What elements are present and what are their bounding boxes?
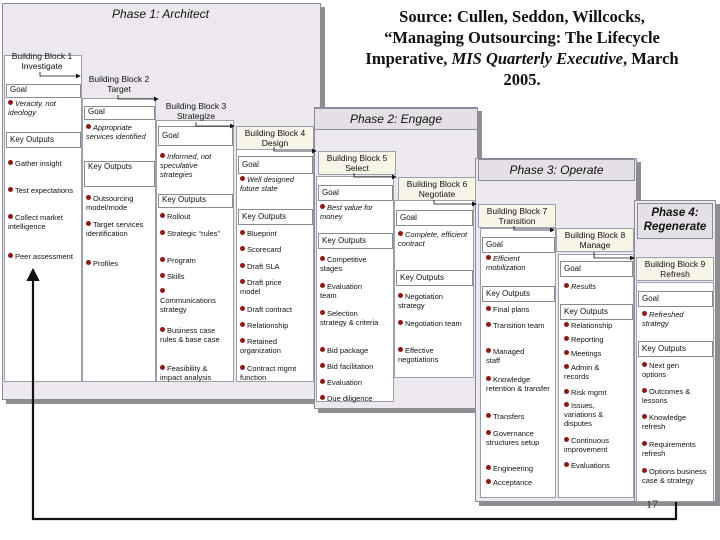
block-1-title-verb: Investigate	[21, 61, 63, 71]
block-4-output-text: Retained organization	[240, 337, 281, 355]
bullet-icon	[486, 376, 491, 381]
bullet-icon	[8, 100, 13, 105]
block-9-output	[642, 387, 700, 405]
block-7-output	[486, 464, 552, 473]
block-4-title	[236, 126, 314, 150]
journal-name: MIS Quarterly Executive	[451, 49, 623, 68]
block-5-goal-text: Best value for money	[320, 203, 373, 221]
block-4-output-text: Draft contract	[247, 305, 293, 314]
bullet-icon	[564, 402, 569, 407]
block-9-title-verb: Refresh	[660, 269, 690, 279]
block-6-output-text: Negotiation strategy	[398, 292, 443, 310]
block-9-output	[642, 361, 698, 379]
block-3-output	[160, 364, 222, 382]
block-3-output	[160, 212, 230, 221]
block-8-output-text: Continuous improvement	[564, 436, 609, 454]
phase-2-title: Phase 2: Engage	[314, 108, 478, 130]
bullet-icon	[8, 160, 13, 165]
block-4-output	[240, 305, 312, 314]
bullet-icon	[564, 283, 569, 288]
bullet-icon	[240, 306, 245, 311]
block-5-output	[320, 394, 392, 403]
bullet-icon	[398, 347, 403, 352]
block-4-output-text: Scorecard	[247, 245, 282, 254]
block-4-output	[240, 321, 312, 330]
block-6-goal-text: Complete, efficient contract	[398, 230, 468, 248]
source-line-4: 2005.	[503, 70, 541, 89]
block-3-output	[160, 272, 230, 281]
block-5-output	[320, 346, 392, 355]
block-9-output	[642, 413, 702, 431]
block-5-outputs-label: Key Outputs	[318, 233, 393, 249]
block-4-output-text: Relationship	[247, 321, 289, 330]
block-7-title	[478, 204, 556, 228]
block-5-output-text: Competitive stages	[320, 255, 367, 273]
bullet-icon	[160, 327, 165, 332]
bullet-icon	[86, 124, 91, 129]
bullet-icon	[320, 204, 325, 209]
block-4-output	[240, 337, 310, 355]
block-6-title-name: Building Block 6	[406, 179, 468, 189]
block-5-output-text: Selection strategy & criteria	[320, 309, 379, 327]
bullet-icon	[564, 350, 569, 355]
block-6-goal-label: Goal	[396, 210, 473, 226]
block-1-output	[8, 213, 78, 231]
block-1-goal-label: Goal	[6, 84, 81, 98]
block-8-output	[564, 436, 626, 454]
block-2-goal-text: Appropriate services identified	[86, 123, 146, 141]
bullet-icon	[320, 256, 325, 261]
block-8-output	[564, 349, 630, 358]
block-8-output	[564, 401, 628, 428]
block-7-goal-text: Efficient mobilization	[486, 254, 526, 272]
bullet-icon	[398, 231, 403, 236]
block-7-output-text: Engineering	[493, 464, 534, 473]
block-5-title-verb: Select	[345, 163, 369, 173]
block-8-title	[556, 228, 634, 252]
block-7-output	[486, 478, 552, 487]
block-6-output-text: Effective negotiations	[398, 346, 439, 364]
source-line-3c: , March	[622, 49, 679, 68]
block-8-output	[564, 388, 630, 397]
bullet-icon	[642, 362, 647, 367]
block-8-output	[564, 461, 630, 470]
block-9-output-text: Options business case & strategy	[642, 467, 707, 485]
block-1-output-text: Peer assessment	[15, 252, 73, 261]
block-8-output-text: Admin & records	[564, 363, 600, 381]
bullet-icon	[160, 213, 165, 218]
block-3-outputs-label: Key Outputs	[158, 194, 233, 208]
block-1-output-text: Gather insight	[15, 159, 62, 168]
block-8-title-name: Building Block 8	[564, 230, 626, 240]
block-3-output-text: Rollout	[167, 212, 191, 221]
block-2-goal	[86, 123, 148, 141]
block-1-output	[8, 159, 78, 168]
block-4-output-text: Draft price model	[240, 278, 282, 296]
bullet-icon	[240, 365, 245, 370]
block-7-goal	[486, 254, 552, 272]
block-7-output-text: Knowledge retention & transfer	[486, 375, 550, 393]
block-5-output-text: Due diligence	[327, 394, 373, 403]
block-9-title-name: Building Block 9	[644, 259, 706, 269]
block-3-output-text: Skills	[167, 272, 185, 281]
bullet-icon	[240, 176, 245, 181]
bullet-icon	[160, 288, 165, 293]
block-1-goal	[8, 99, 78, 117]
block-5-output	[320, 378, 392, 387]
block-7-title-verb: Transition	[498, 216, 536, 226]
phase-1-title: Phase 1: Architect	[112, 7, 209, 21]
block-8-title-verb: Manage	[579, 240, 611, 250]
bullet-icon	[240, 230, 245, 235]
block-1-output-text: Collect market intelligence	[8, 213, 63, 231]
block-6-output	[398, 292, 468, 310]
block-3-goal-text: Informed, not speculative strategies	[160, 152, 212, 179]
bullet-icon	[398, 320, 403, 325]
block-3-title-name: Building Block 3	[165, 101, 227, 111]
block-8-goal-text: Results	[571, 282, 597, 291]
block-7-output-text: Transition team	[493, 321, 545, 330]
bullet-icon	[564, 364, 569, 369]
block-2-output	[86, 259, 152, 268]
block-2-goal-label: Goal	[84, 106, 155, 120]
block-3-output	[160, 229, 230, 238]
block-6-output	[398, 319, 468, 328]
bullet-icon	[86, 260, 91, 265]
block-7-output	[486, 321, 546, 330]
bullet-icon	[564, 389, 569, 394]
block-7-outputs-label: Key Outputs	[482, 286, 555, 302]
block-1-output-text: Test expectations	[15, 186, 73, 195]
bullet-icon	[642, 388, 647, 393]
bullet-icon	[160, 365, 165, 370]
bullet-icon	[8, 253, 13, 258]
block-5-output	[320, 255, 380, 273]
block-6-goal	[398, 230, 468, 248]
block-4-goal	[240, 175, 310, 193]
phase-4-title-line2: Regenerate	[643, 221, 707, 233]
block-7-output	[486, 412, 552, 421]
block-2-output-text: Profiles	[93, 259, 119, 268]
block-4-title-verb: Design	[261, 138, 289, 148]
source-line-1: Source: Cullen, Seddon, Willcocks,	[399, 7, 645, 26]
phase-4-title-line1: Phase 4:	[651, 207, 699, 219]
block-7-output	[486, 429, 552, 447]
block-9-goal-label: Goal	[638, 291, 713, 307]
block-4-output-text: Draft SLA	[247, 262, 280, 271]
block-9-goal	[642, 310, 708, 328]
bullet-icon	[8, 214, 13, 219]
bullet-icon	[486, 348, 491, 353]
bullet-icon	[320, 283, 325, 288]
block-4-output	[240, 229, 310, 238]
block-3-title-verb: Strategize	[176, 111, 216, 121]
bullet-icon	[486, 479, 491, 484]
block-1-title	[5, 50, 79, 72]
bullet-icon	[320, 310, 325, 315]
block-9-outputs-label: Key Outputs	[638, 341, 713, 357]
block-7-output-text: Acceptance	[493, 478, 533, 487]
block-4-output	[240, 245, 310, 254]
block-9-goal-text: Refreshed strategy	[642, 310, 684, 328]
bullet-icon	[486, 322, 491, 327]
block-2-title-name: Building Block 2	[88, 74, 150, 84]
block-3-output	[160, 256, 230, 265]
bullet-icon	[8, 187, 13, 192]
block-5-output-text: Evaluation team	[320, 282, 363, 300]
block-6-output-text: Negotiation team	[405, 319, 462, 328]
block-5-title	[318, 151, 396, 175]
block-8-goal	[564, 282, 628, 291]
block-1-title-name: Building Block 1	[11, 51, 73, 61]
block-4-output	[240, 262, 310, 271]
block-2-title	[82, 73, 156, 95]
block-4-title-name: Building Block 4	[244, 128, 306, 138]
block-5-output-text: Bid package	[327, 346, 369, 355]
block-8-output-text: Meetings	[571, 349, 602, 358]
block-6-title-verb: Negotiate	[418, 189, 456, 199]
bullet-icon	[160, 230, 165, 235]
bullet-icon	[486, 306, 491, 311]
phase-3-title: Phase 3: Operate	[478, 159, 635, 181]
block-8-output-text: Evaluations	[571, 461, 610, 470]
block-9-output	[642, 440, 706, 458]
bullet-icon	[564, 462, 569, 467]
bullet-icon	[486, 413, 491, 418]
block-4-outputs-label: Key Outputs	[238, 209, 313, 225]
block-1-output	[8, 252, 78, 261]
block-4-output-text: Blueprint	[247, 229, 277, 238]
block-4-output	[240, 278, 292, 296]
block-3-output-text: Communications strategy	[160, 296, 216, 314]
block-1-outputs-label: Key Outputs	[6, 132, 81, 148]
block-3-title	[156, 100, 236, 122]
block-8-output	[564, 321, 630, 330]
bullet-icon	[564, 322, 569, 327]
block-9-output-text: Requirements refresh	[642, 440, 696, 458]
bullet-icon	[240, 279, 245, 284]
block-3-output-text: Business case rules & base case	[160, 326, 220, 344]
block-1-output	[8, 186, 78, 195]
block-5-goal	[320, 203, 390, 221]
bullet-icon	[240, 263, 245, 268]
block-6-output	[398, 346, 468, 364]
block-8-output	[564, 335, 630, 344]
block-9-output-text: Outcomes & lessons	[642, 387, 691, 405]
bullet-icon	[320, 363, 325, 368]
block-4-output	[240, 364, 312, 382]
bullet-icon	[486, 465, 491, 470]
source-line-2: “Managing Outsourcing: The Lifecycle	[384, 28, 660, 47]
bullet-icon	[160, 257, 165, 262]
block-3-output	[160, 287, 216, 314]
bullet-icon	[642, 311, 647, 316]
source-citation	[328, 6, 716, 90]
bullet-icon	[240, 246, 245, 251]
block-2-outputs-label: Key Outputs	[84, 161, 155, 187]
block-8-goal-label: Goal	[560, 261, 633, 277]
block-3-output-text: Feasibility & impact analysis	[160, 364, 212, 382]
bullet-icon	[642, 468, 647, 473]
bullet-icon	[398, 293, 403, 298]
page-number: 17	[646, 497, 658, 511]
block-7-output	[486, 347, 536, 365]
block-5-output	[320, 362, 392, 371]
block-3-goal	[160, 152, 230, 179]
block-8-output-text: Risk mgmt	[571, 388, 607, 397]
bullet-icon	[320, 379, 325, 384]
block-3-output-text: Strategic “rules”	[167, 229, 220, 238]
bullet-icon	[240, 338, 245, 343]
bullet-icon	[642, 441, 647, 446]
block-5-title-name: Building Block 5	[326, 153, 388, 163]
block-8-outputs-label: Key Outputs	[560, 304, 633, 320]
bullet-icon	[160, 153, 165, 158]
block-8-output	[564, 363, 614, 381]
block-8-output-text: Issues, variations & disputes	[564, 401, 604, 428]
block-5-output-text: Bid facilitation	[327, 362, 374, 371]
block-2-output	[86, 194, 152, 212]
phase-4-title	[637, 203, 713, 239]
block-9-output-text: Knowledge refresh	[642, 413, 687, 431]
block-7-output	[486, 375, 550, 393]
block-4-goal-label: Goal	[238, 156, 313, 174]
block-7-output	[486, 305, 552, 314]
bullet-icon	[564, 336, 569, 341]
block-4-goal-text: Well designed future state	[240, 175, 294, 193]
source-line-3a: Imperative,	[365, 49, 452, 68]
block-9-output-text: Next gen options	[642, 361, 680, 379]
block-7-output-text: Managed staff	[486, 347, 525, 365]
block-2-output-text: Outsourcing model/mode	[86, 194, 134, 212]
block-6-outputs-label: Key Outputs	[396, 270, 473, 286]
block-3-goal-label: Goal	[158, 126, 233, 146]
bullet-icon	[486, 430, 491, 435]
bullet-icon	[320, 395, 325, 400]
block-5-output	[320, 282, 380, 300]
block-1-goal-text: Veracity, not ideology	[8, 99, 56, 117]
bullet-icon	[240, 322, 245, 327]
block-4-output-text: Contract mgmt function	[240, 364, 297, 382]
block-7-output-text: Governance structures setup	[486, 429, 540, 447]
block-2-output-text: Target services identification	[86, 220, 144, 238]
block-6-title	[398, 177, 476, 201]
block-3-output-text: Program	[167, 256, 196, 265]
bullet-icon	[320, 347, 325, 352]
bullet-icon	[160, 273, 165, 278]
block-8-output-text: Relationship	[571, 321, 613, 330]
bullet-icon	[86, 195, 91, 200]
block-2-title-verb: Target	[107, 84, 131, 94]
block-7-goal-label: Goal	[482, 237, 555, 253]
block-7-output-text: Final plans	[493, 305, 530, 314]
bullet-icon	[86, 221, 91, 226]
block-8-output-text: Reporting	[571, 335, 604, 344]
bullet-icon	[564, 437, 569, 442]
bullet-icon	[642, 414, 647, 419]
block-5-goal-label: Goal	[318, 185, 393, 201]
block-5-output-text: Evaluation	[327, 378, 363, 387]
block-7-title-name: Building Block 7	[486, 206, 548, 216]
block-2-output	[86, 220, 152, 238]
block-9-output	[642, 467, 708, 485]
bullet-icon	[486, 255, 491, 260]
block-9-title	[636, 257, 714, 281]
source-line-3	[328, 48, 716, 69]
block-7-output-text: Transfers	[493, 412, 525, 421]
block-5-output	[320, 309, 386, 327]
block-3-output	[160, 326, 228, 344]
